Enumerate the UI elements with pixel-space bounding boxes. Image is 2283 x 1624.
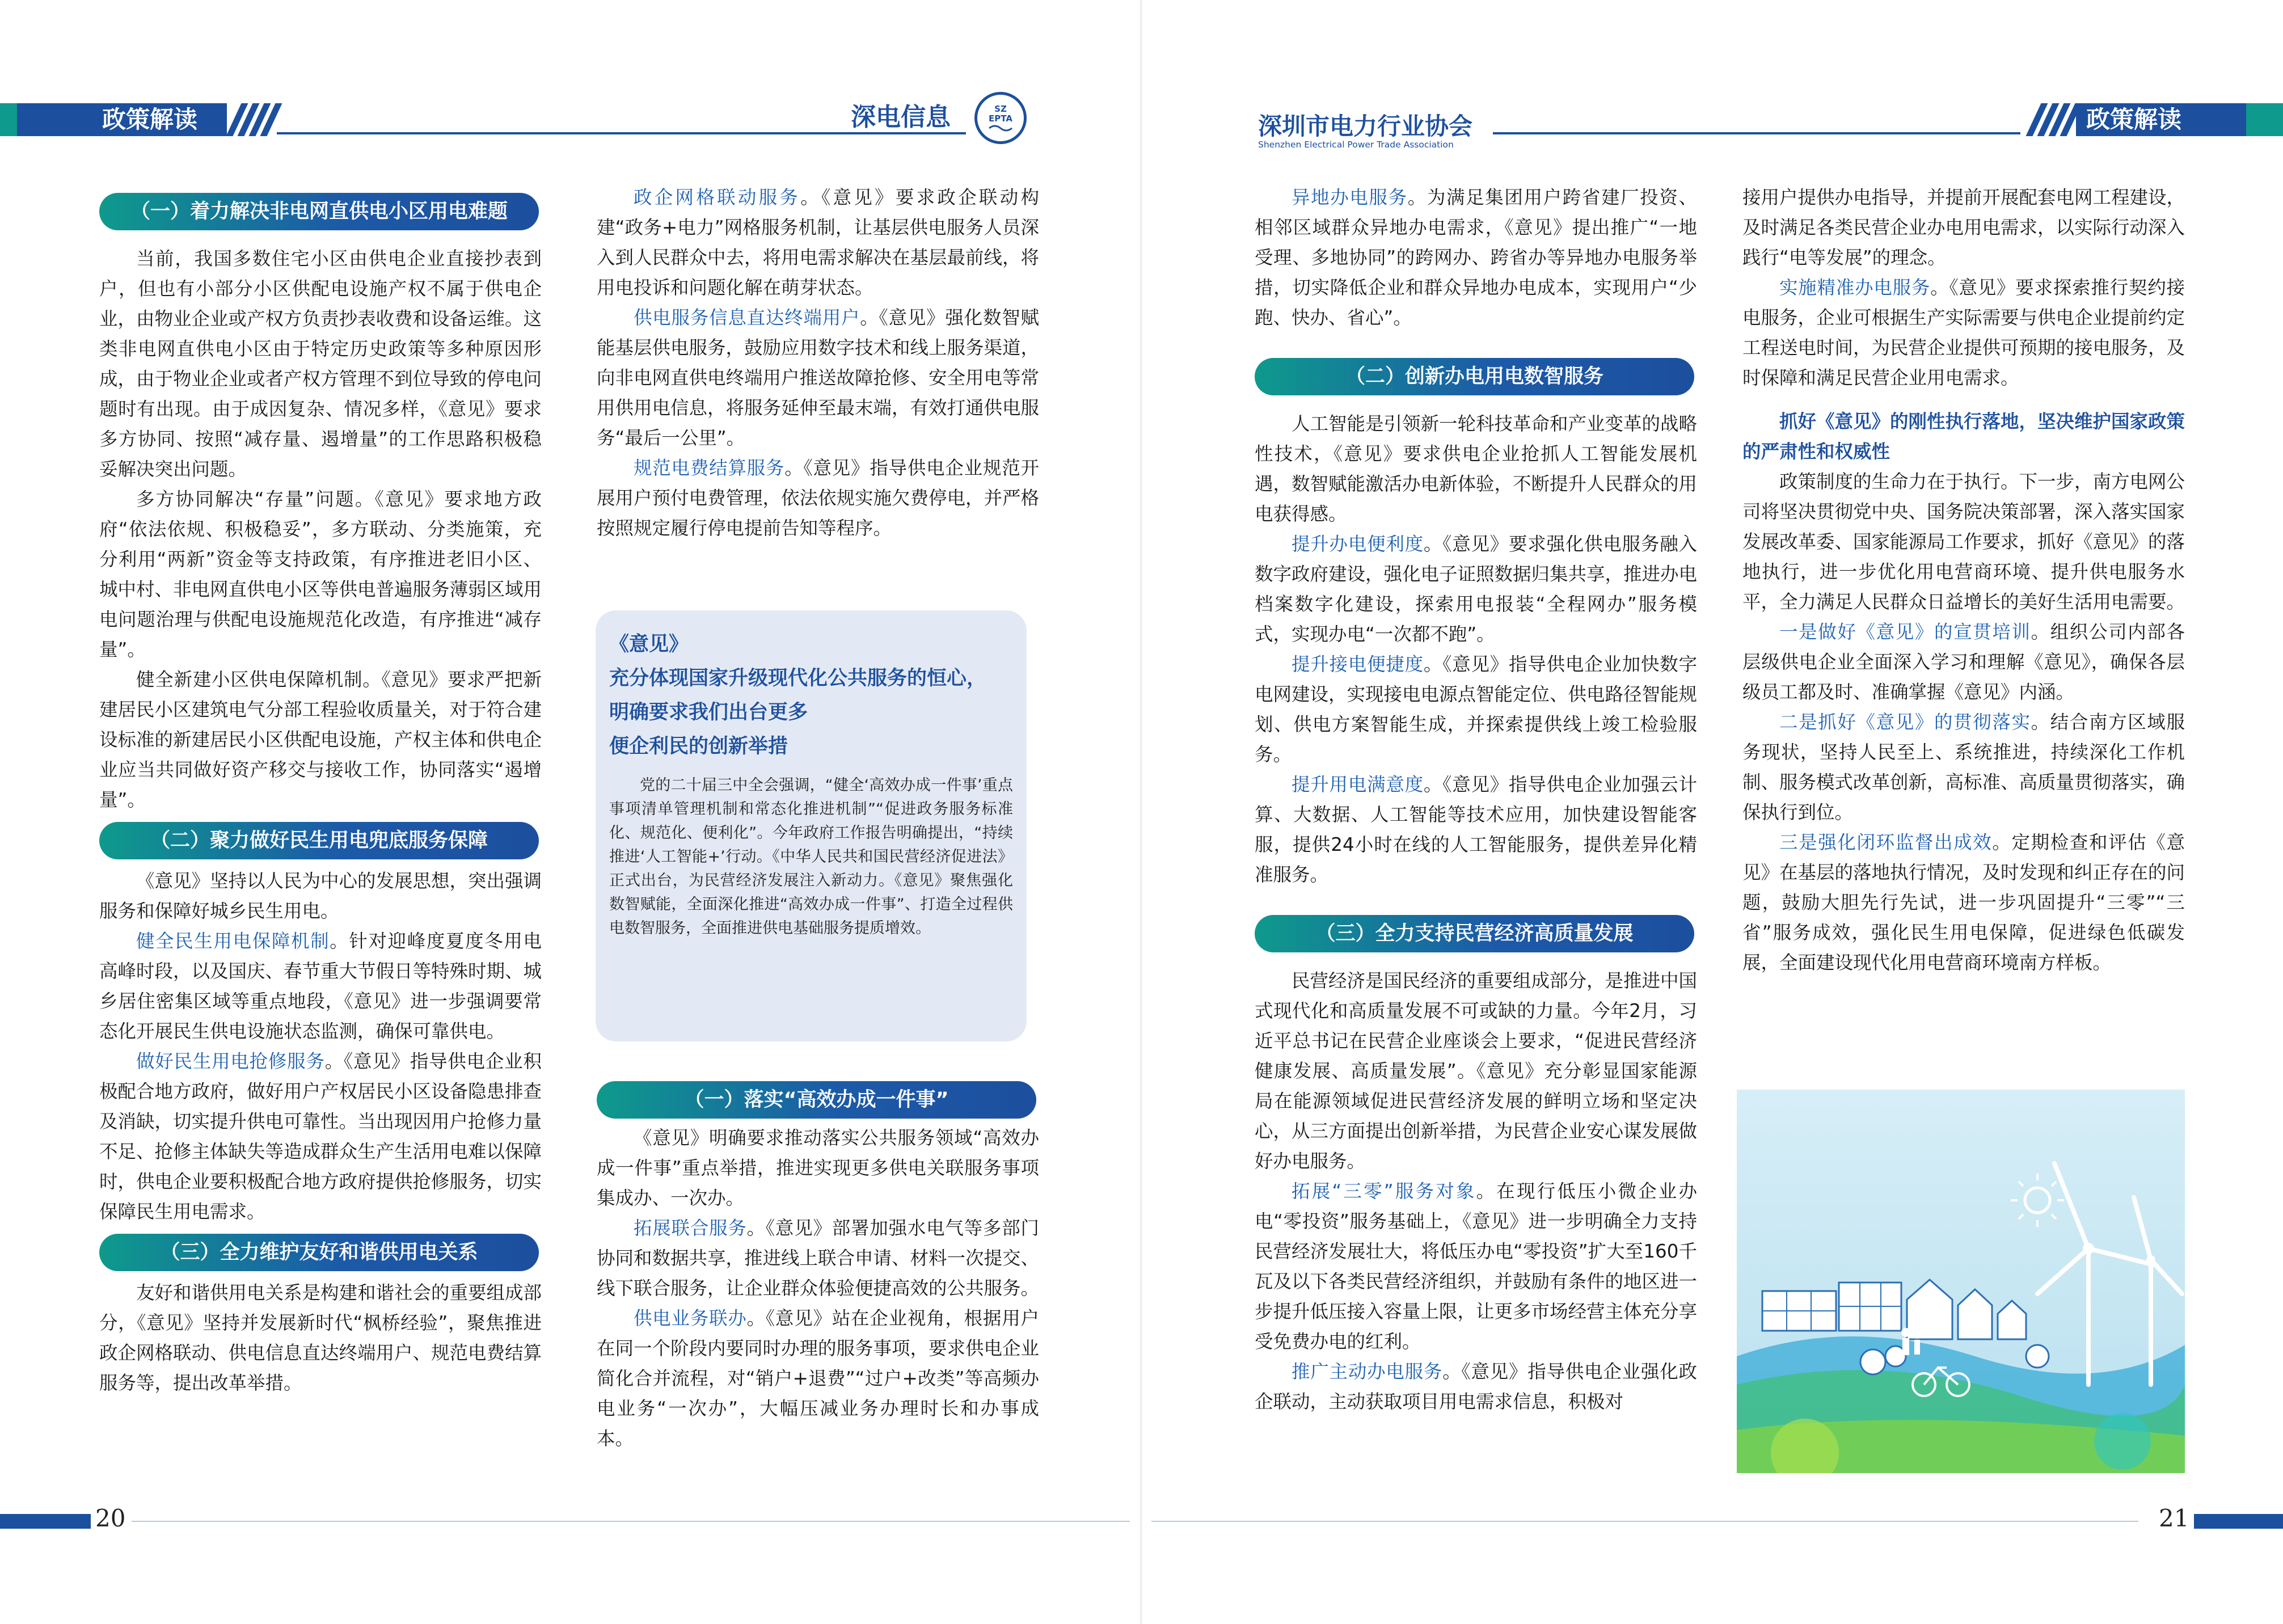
paragraph: 当前，我国多数住宅小区由供电企业直接抄表到户，但也有小部分小区供配电设施产权不属于供电企业，由物业企业或产权方负责抄表收费和设备运维。这类非电网直供电小区由于特定历史政策等多种原因形成，由于物业企业或者产权方管理不到位导致的停电问题时有出现。由于成因复杂、情况多样，《意见》要求多方协同、按照“减存量、遏增量”的工作思路积极稳妥解决突出问题。 <box>99 248 542 480</box>
column-1 <box>99 193 542 1398</box>
highlight-term: 政企网格联动服务 <box>634 187 801 208</box>
green-energy-icon <box>1737 1090 2185 1473</box>
footer-left-bar <box>0 1514 91 1529</box>
header-left-tag: 政策解读 <box>17 103 227 136</box>
header-right-tag: 政策解读 <box>2076 103 2246 136</box>
callout-box <box>596 610 1027 1041</box>
paragraph: 一是做好《意见》的宣贯培训。组织公司内部各层级供电企业全面深入学习和理解《意见》，确保各层级员工都及时、准确掌握《意见》内涵。 <box>1742 621 2185 703</box>
paragraph: 实施精准办电服务。《意见》要求探索推行契约接电服务，企业可根据生产实际需要与供电企业提前约定工程送电时间，为民营企业提供可预期的接电服务，及时保障和满足民营企业用电需求。 <box>1742 277 2185 389</box>
paragraph: 拓展联合服务。《意见》部署加强水电气等多部门协同和数据共享，推进线上联合申请、材料一次提交、线下联合服务，让企业群众体验便捷高效的公共服务。 <box>597 1217 1040 1299</box>
paragraph: 供电服务信息直达终端用户。《意见》强化数智赋能基层供电服务，鼓励应用数字技术和线上服务渠道，向非电网直供电终端用户推送故障抢修、安全用电等常用供用电信息，将服务延伸至最末端，有效打通供电服务“最后一公里”。 <box>597 307 1040 449</box>
association-logo: SZ EPTA <box>974 92 1027 144</box>
highlight-term: 供电业务联办 <box>634 1307 747 1329</box>
paragraph: 友好和谐供用电关系是构建和谐社会的重要组成部分，《意见》坚持并发展新时代“枫桥经验”，聚焦推进政企网格联动、供电信息直达终端用户、规范电费结算服务等，提出改革举措。 <box>99 1282 542 1394</box>
logo-wave-icon <box>988 124 1013 132</box>
footer-left-line <box>132 1521 1130 1522</box>
highlight-term: 做好民生用电抢修服务 <box>136 1051 325 1072</box>
highlight-term: 拓展“三零”服务对象 <box>1292 1180 1476 1202</box>
paragraph: 政企网格联动服务。《意见》要求政企联动构建“政务+电力”网格服务机制，让基层供电服务人员深入到人民群众中去，将用电需求解决在基层最前线，将用电投诉和问题化解在萌芽状态。 <box>597 187 1040 298</box>
paragraph: 政策制度的生命力在于执行。下一步，南方电网公司将坚决贯彻党中央、国务院决策部署，深入落实国家发展改革委、国家能源局工作要求，抓好《意见》的落地执行，进一步优化用电营商环境、提升供电服务水平，全力满足人民群众日益增长的美好生活用电需要。 <box>1742 471 2185 613</box>
paragraph: 多方协同解决“存量”问题。《意见》要求地方政府“依法依规、积极稳妥”，多方联动、分类施策，充分利用“两新”资金等支持政策，有序推进老旧小区、城中村、非电网直供电小区等供电普遍服务薄弱区域用电问题治理与供配电设施规范化改造，有序推进“减存量”。 <box>99 488 542 660</box>
paragraph: 健全新建小区供电保障机制。《意见》要求严把新建居民小区建筑电气分部工程验收质量关，对于符合建设标准的新建居民小区供配电设施，产权主体和供电企业应当共同做好资产移交与接收工作，协同落实“遏增量”。 <box>99 669 542 811</box>
page-number-left: 20 <box>95 1504 126 1532</box>
column-2-lower <box>597 1081 1039 1454</box>
header-left-brand: 深电信息 <box>851 103 951 132</box>
highlight-term: 提升用电满意度 <box>1292 774 1424 795</box>
paragraph: 规范电费结算服务。《意见》指导供电企业规范开展用户预付电费管理，依法依规实施欠费停电，并严格按照规定履行停电提前告知等程序。 <box>597 457 1040 539</box>
paragraph: 做好民生用电抢修服务。《意见》指导供电企业积极配合地方政府，做好用户产权居民小区设备隐患排查及消缺，切实提升供电可靠性。当出现因用户抢修力量不足、抢修主体缺失等造成群众生产生活用电难以保障时，供电企业要积极配合地方政府提供抢修服务，切实保障民生用电需求。 <box>99 1051 542 1222</box>
section-heading-3: （三）全力维护友好和谐供用电关系 <box>99 1234 539 1271</box>
paragraph: 民营经济是国民经济的重要组成部分，是推进中国式现代化和高质量发展不可或缺的力量。今年2月，习近平总书记在民营企业座谈会上要求，“促进民营经济健康发展、高质量发展”。《意见》充分彰显国家能源局在能源领域促进民营经济发展的鲜明立场和坚定决心，从三方面提出创新举措，为民营企业安心谋发展做好办电服务。 <box>1255 970 1698 1172</box>
highlight-term: 提升接电便捷度 <box>1292 653 1424 675</box>
column-4 <box>1742 183 2185 978</box>
section-heading-1: （一）着力解决非电网直供电小区用电难题 <box>99 193 539 230</box>
section-heading-2: （二）聚力做好民生用电兜底服务保障 <box>99 822 539 859</box>
page-number-right: 21 <box>2159 1504 2189 1532</box>
highlight-term: 拓展联合服务 <box>634 1217 747 1239</box>
highlight-term: 推广主动办电服务 <box>1292 1361 1443 1382</box>
paragraph: 提升接电便捷度。《意见》指导供电企业加快数字电网建设，实现接电电源点智能定位、供电路径智能规划、供电方案智能生成，并探索提供线上竣工检验服务。 <box>1255 653 1698 765</box>
paragraph: 提升办电便利度。《意见》要求强化供电服务融入数字政府建设，强化电子证照数据归集共享，推进办电档案数字化建设，探索用电报装“全程网办”服务模式，实现办电“一次都不跑”。 <box>1255 533 1698 645</box>
callout-title: 《意见》 <box>609 633 689 656</box>
column-2 <box>597 183 1039 543</box>
callout-title: 明确要求我们出台更多 <box>609 701 808 724</box>
section-heading-7: 抓好《意见》的刚性执行落地，坚决维护国家政策的严肃性和权威性 <box>1742 411 2185 462</box>
section-heading-4: （一）落实“高效办成一件事” <box>597 1081 1036 1119</box>
highlight-term: 提升办电便利度 <box>1292 533 1424 555</box>
header-right-accent <box>2246 103 2283 136</box>
header-right-brand-en: Shenzhen Electrical Power Trade Association <box>1258 140 1454 150</box>
section-heading-6: （三）全力支持民营经济高质量发展 <box>1255 915 1694 952</box>
green-energy-illustration <box>1737 1090 2185 1473</box>
paragraph: 二是抓好《意见》的贯彻落实。结合南方区域服务现状，坚持人民至上、系统推进，持续深化工作机制、服务模式改革创新，高标准、高质量贯彻落实，确保执行到位。 <box>1742 711 2185 823</box>
callout-body: 党的二十届三中全会强调，“健全‘高效办成一件事’重点事项清单管理机制和常态化推进机制”“促进政务服务标准化、规范化、便利化”。今年政府工作报告明确提出，“持续推进‘人工智能+’行动。《中华人民共和国民营经济促进法》正式出台，为民营经济发展注入新动力。《意见》聚焦强化数智赋能，全面深化推进“高效办成一件事”、打造全过程供电数智服务，全面推进供电基础服务提质增效。 <box>609 777 1013 937</box>
callout-title: 便企利民的创新举措 <box>609 735 788 758</box>
highlight-term: 异地办电服务 <box>1292 187 1408 208</box>
paragraph: 健全民生用电保障机制。针对迎峰度夏度冬用电高峰时段，以及国庆、春节重大节假日等特殊时期、城乡居住密集区域等重点地段，《意见》进一步强调要常态化开展民生供电设施状态监测，确保可靠供电。 <box>99 930 542 1042</box>
header-right-rule <box>1493 132 2020 134</box>
page-spine <box>1140 0 1142 1624</box>
section-heading-5: （二）创新办电用电数智服务 <box>1255 358 1694 395</box>
header-right-brand: 深圳市电力行业协会 <box>1258 112 1473 140</box>
paragraph: 人工智能是引领新一轮科技革命和产业变革的战略性技术，《意见》要求供电企业抢抓人工智能发展机遇，数智赋能激活办电新体验，不断提升人民群众的用电获得感。 <box>1255 413 1698 525</box>
callout-title: 充分体现国家升级现代化公共服务的恒心， <box>609 667 987 690</box>
footer-right-bar <box>2194 1514 2283 1529</box>
column-3 <box>1255 183 1697 1417</box>
paragraph: 供电业务联办。《意见》站在企业视角，根据用户在同一个阶段内要同时办理的服务事项，要求供电企业简化合并流程，对“销户+退费”“过户+改类”等高频办电业务“一次办”，大幅压减业务办理时长和办事成本。 <box>597 1307 1040 1449</box>
paragraph: 《意见》坚持以人民为中心的发展思想，突出强调服务和保障好城乡民生用电。 <box>99 870 542 922</box>
footer-right-line <box>1151 1521 2138 1522</box>
highlight-term: 供电服务信息直达终端用户 <box>634 307 860 328</box>
paragraph: 《意见》明确要求推动落实公共服务领域“高效办成一件事”重点举措，推进实现更多供电关联服务事项集成办、一次办。 <box>597 1127 1039 1209</box>
paragraph: 提升用电满意度。《意见》指导供电企业加强云计算、大数据、人工智能等技术应用，加快建设智能客服，提供24小时在线的人工智能服务，提供差异化精准服务。 <box>1255 774 1697 885</box>
paragraph: 接用户提供办电指导，并提前开展配套电网工程建设，及时满足各类民营企业办电用电需求，以实际行动深入践行“电等发展”的理念。 <box>1742 187 2185 268</box>
header-right-stripes <box>2033 103 2074 136</box>
highlight-term: 二是抓好《意见》的贯彻落实 <box>1779 711 2031 733</box>
header-left-accent <box>0 103 17 136</box>
highlight-term: 规范电费结算服务 <box>634 457 785 479</box>
paragraph: 拓展“三零”服务对象。在现行低压小微企业办电“零投资”服务基础上，《意见》进一步明确全力支持民营经济发展壮大，将低压办电“零投资”扩大至160千瓦及以下各类民营经济组织，并鼓励有条件的地区进一步提升低压接入容量上限，让更多市场经营主体充分享受免费办电的红利。 <box>1255 1180 1698 1352</box>
paragraph: 异地办电服务。为满足集团用户跨省建厂投资、相邻区域群众异地办电需求，《意见》提出推广“一地受理、多地协同”的跨网办、跨省办等异地办电服务举措，切实降低企业和群众异地办电成本，实现用户“少跑、快办、省心”。 <box>1255 187 1697 328</box>
paragraph: 推广主动办电服务。《意见》指导供电企业强化政企联动，主动获取项目用电需求信息，积极对 <box>1255 1361 1697 1412</box>
highlight-term: 健全民生用电保障机制 <box>136 930 330 952</box>
highlight-term: 三是强化闭环监督出成效 <box>1779 832 1993 853</box>
paragraph: 三是强化闭环监督出成效。定期检查和评估《意见》在基层的落地执行情况，及时发现和纠正存在的问题，鼓励大胆先行先试，进一步巩固提升“三零”“三省”服务成效，强化民生用电保障，促进绿色低碳发展，全面建设现代化用电营商环境南方样板。 <box>1742 832 2185 973</box>
header-left-stripes <box>234 103 275 136</box>
highlight-term: 实施精准办电服务 <box>1779 277 1931 298</box>
highlight-term: 一是做好《意见》的宣贯培训 <box>1779 621 2031 643</box>
